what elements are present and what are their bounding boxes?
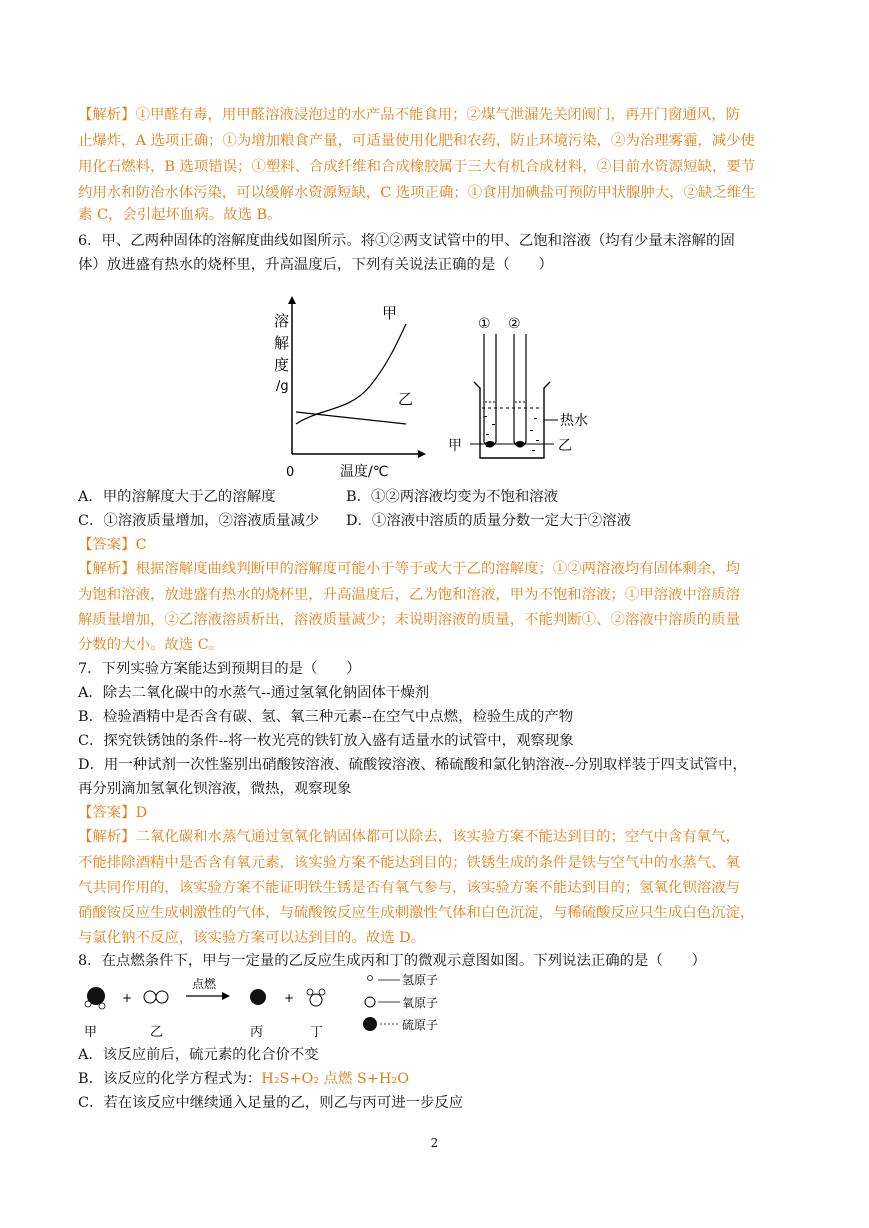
bottom-jia-label: 甲 (448, 438, 462, 454)
q5-analysis-line-5: 素 C，会引起坏血病。故选 B。 (78, 207, 282, 223)
ylabel-char-3: 度 (274, 356, 290, 374)
curve-jia (296, 324, 406, 424)
q6-answer: 【答案】C (78, 537, 147, 553)
bing-sulfur-atom (250, 989, 266, 1005)
q6-analysis-line-1: 【解析】根据溶解度曲线判断甲的溶解度可能小于等于或大于乙的溶解度；①②两溶液均有固体剩余，均 (78, 561, 740, 577)
q5-analysis-line-4: 约用水和防治水体污染，可以缓解水资源短缺，C 选项正确；①食用加碘盐可预防甲状腺肿大，②缺乏维生 (78, 185, 756, 201)
q7-analysis-line-4: 硝酸铵反应生成刺激性的气体，与硫酸铵反应生成刺激性气体和白色沉淀，与稀硫酸反应只生成白色沉淀， (78, 905, 755, 921)
q7-analysis-line-2: 不能排除酒精中是否含有氧元素，该实验方案不能达到目的；铁锈生成的条件是铁与空气中的水蒸气、氧 (78, 855, 740, 871)
beaker-figure (440, 314, 600, 466)
q7-option-d-cont: 再分别滴加氢氧化钡溶液，微热，观察现象 (78, 781, 352, 797)
q7-stem: 7．下列实验方案能达到预期目的是（ ） (78, 661, 361, 677)
q6-stem-line-1: 6．甲、乙两种固体的溶解度曲线如图所示。将①②两支试管中的甲、乙饱和溶液（均有少量未溶解的固 (78, 233, 735, 249)
reaction-diagram (78, 972, 478, 1042)
q5-analysis-line-3: 用化石燃料，B 选项错误；①塑料、合成纤维和合成橡胶属于三大有机合成材料，②目前水资源短缺，要节 (78, 159, 756, 175)
tube-2-label: ② (508, 316, 521, 332)
legend-hydrogen: 氢原子 (402, 973, 439, 987)
legend-oxygen: 氧原子 (402, 996, 439, 1010)
label-jia: 甲 (84, 1025, 98, 1040)
ylabel-unit: /g (276, 379, 289, 394)
q6-option-a: A．甲的溶解度大于乙的溶解度 (78, 489, 276, 505)
yi-oxygen-atom-2 (156, 991, 168, 1003)
q6-option-c: C．①溶液质量增加，②溶液质量减少 (78, 513, 320, 529)
legend-oxygen-icon (365, 997, 375, 1007)
ylabel-char-1: 溶 (274, 312, 290, 330)
beaker (474, 382, 550, 458)
curve-jia-label: 甲 (382, 304, 398, 322)
ylabel-char-2: 解 (274, 334, 290, 352)
reaction-arrow (222, 992, 230, 1000)
q7-analysis-line-5: 与氯化钠不反应，该实验方案可以达到目的。故选 D。 (78, 930, 426, 946)
tube-1-label: ① (478, 316, 491, 332)
test-tube-1 (484, 334, 496, 447)
q5-analysis-line-1: 【解析】①甲醛有毒，用甲醛溶液浸泡过的水产品不能食用；②煤气泄漏先关闭阀门，再开门窗通风，防 (78, 107, 740, 123)
q7-analysis-line-1: 【解析】二氧化碳和水蒸气通过氢氧化钠固体都可以除去，该实验方案不能达到目的；空气中含有氧气， (78, 829, 740, 845)
q6-option-b: B．①②两溶液均变为不饱和溶液 (346, 489, 559, 505)
test-tube-2 (514, 334, 526, 447)
q6-analysis-line-2: 为饱和溶液，放进盛有热水的烧杯里，升高温度后，乙为饱和溶液，甲为不饱和溶液；①甲溶液中溶质溶 (78, 587, 740, 603)
origin-label: 0 (286, 465, 295, 480)
q7-option-c: C．探究铁锈蚀的条件--将一枚光亮的铁钉放入盛有适量水的试管中，观察现象 (78, 733, 574, 749)
q5-analysis-line-2: 止爆炸，A 选项正确；①为增加粮食产量，可适量使用化肥和农药，防止环境污染，②为治理雾霾，减少使 (78, 133, 755, 149)
bottom-yi-label: 乙 (558, 438, 572, 454)
q7-answer: 【答案】D (78, 805, 148, 821)
legend-sulfur-icon (363, 1017, 377, 1031)
label-bing: 丙 (250, 1025, 264, 1040)
solubility-curve-figure (270, 296, 430, 486)
jia-hydrogen-atom-1 (85, 1001, 91, 1007)
ding-oxygen-atom (310, 994, 322, 1006)
q8-option-b-prefix: B．该反应的化学方程式为： (78, 1071, 262, 1087)
q8-stem: 8．在点燃条件下，甲与一定量的乙反应生成丙和丁的微观示意图如图。下列说法正确的是（ ） (78, 953, 706, 969)
q7-analysis-line-3: 气共同作用的，该实验方案不能证明铁生锈是否有氧气参与，该实验方案不能达到目的；氢氧化钡溶液与 (78, 880, 740, 896)
label-ding: 丁 (310, 1025, 324, 1040)
plus-1: + (122, 991, 133, 1005)
y-axis-arrow (288, 296, 296, 304)
ding-hydrogen-atom-2 (319, 989, 325, 995)
q6-stem-line-2: 体）放进盛有热水的烧杯里，升高温度后，下列有关说法正确的是（ ） (78, 257, 553, 273)
label-yi: 乙 (150, 1025, 164, 1040)
ding-hydrogen-atom-1 (307, 989, 313, 995)
q8-option-c: C．若在该反应中继续通入足量的乙，则乙与丙可进一步反应 (78, 1095, 464, 1111)
q6-analysis-line-3: 解质量增加，②乙溶液溶质析出，溶液质量减少；未说明溶液的质量，不能判断①、②溶液中溶质的质量 (78, 612, 740, 628)
page-number: 2 (430, 1136, 439, 1150)
plus-2: + (284, 991, 295, 1005)
q7-option-a: A．除去二氧化碳中的水蒸气--通过氢氧化钠固体干燥剂 (78, 685, 430, 701)
hot-water-label: 热水 (560, 413, 588, 429)
q6-option-d: D．①溶液中溶质的质量分数一定大于②溶液 (346, 513, 631, 529)
q7-option-d: D．用一种试剂一次性鉴别出硝酸铵溶液、硫酸铵溶液、稀硫酸和氯化钠溶液--分别取样装于四支试管中， (78, 757, 747, 773)
q6-analysis-line-4: 分数的大小。故选 C。 (78, 637, 224, 653)
x-axis-arrow (418, 450, 426, 458)
legend-hydrogen-icon (368, 976, 373, 981)
xlabel: 温度/℃ (340, 464, 389, 480)
yi-oxygen-atom-1 (144, 991, 156, 1003)
q8-option-a: A．该反应前后，硫元素的化合价不变 (78, 1047, 319, 1063)
curve-yi (296, 412, 406, 424)
q7-option-b: B．检验酒精中是否含有碳、氢、氧三种元素--在空气中点燃，检验生成的产物 (78, 709, 574, 725)
jia-hydrogen-atom-2 (99, 1003, 105, 1009)
legend-sulfur: 硫原子 (402, 1018, 439, 1032)
q8-option-b-equation: H₂S+O₂ 点燃 S+H₂O (261, 1071, 410, 1087)
reaction-condition: 点燃 (192, 977, 217, 991)
curve-yi-label: 乙 (398, 390, 414, 408)
q8-option-b (78, 1070, 409, 1088)
